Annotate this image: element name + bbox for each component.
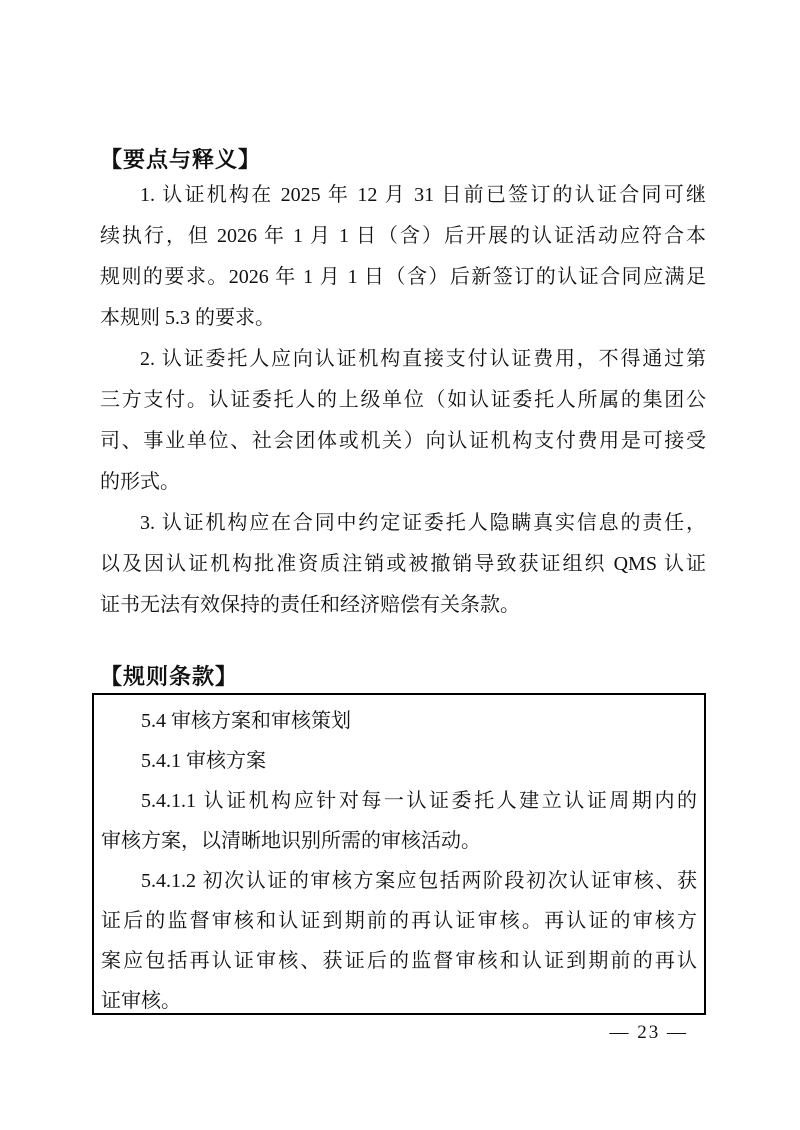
text-line: 本规则 5.3 的要求。 [100, 307, 275, 329]
text-line: 证书无法有效保持的责任和经济赔偿有关条款。 [100, 594, 520, 616]
text-line: 5.4.1.1 认证机构应针对每一认证委托人建立认证周期内的 [141, 790, 697, 812]
text-line: 证审核。 [101, 990, 181, 1012]
text-line: 3. 认证机构应在合同中约定证委托人隐瞒真实信息的责任， [140, 512, 706, 534]
text-line: 审核方案，以清晰地识别所需的审核活动。 [101, 830, 481, 852]
text-line: 的形式。 [100, 471, 180, 493]
text-line: 以及因认证机构批准资质注销或被撤销导致获证组织 QMS 认证 [100, 553, 706, 575]
text-line: 司、事业单位、社会团体或机关）向认证机构支付费用是可接受 [100, 430, 706, 452]
page-number: — 23 — [609, 1022, 688, 1043]
key-points-paragraphs [100, 175, 706, 626]
text-line: 1. 认证机构在 2025 年 12 月 31 日前已签订的认证合同可继 [140, 184, 706, 206]
text-line: 2. 认证委托人应向认证机构直接支付认证费用，不得通过第 [140, 348, 706, 370]
text-line: 5.4.1.2 初次认证的审核方案应包括两阶段初次认证审核、获 [141, 870, 697, 892]
rule-clauses-box [92, 693, 706, 1015]
text-line: 5.4 审核方案和审核策划 [141, 710, 351, 732]
text-line: 三方支付。认证委托人的上级单位（如认证委托人所属的集团公 [100, 389, 706, 411]
section-heading-key-points: 【要点与释义】 [100, 147, 262, 172]
text-line: 5.4.1 审核方案 [141, 750, 266, 772]
text-line: 规则的要求。2026 年 1 月 1 日（含）后新签订的认证合同应满足 [100, 266, 706, 288]
text-line: 案应包括再认证审核、获证后的监督审核和认证到期前的再认 [101, 950, 697, 972]
section-heading-rule-clauses: 【规则条款】 [100, 664, 239, 689]
text-line: 续执行，但 2026 年 1 月 1 日（含）后开展的认证活动应符合本 [100, 225, 706, 247]
text-line: 证后的监督审核和认证到期前的再认证审核。再认证的审核方 [101, 910, 697, 932]
